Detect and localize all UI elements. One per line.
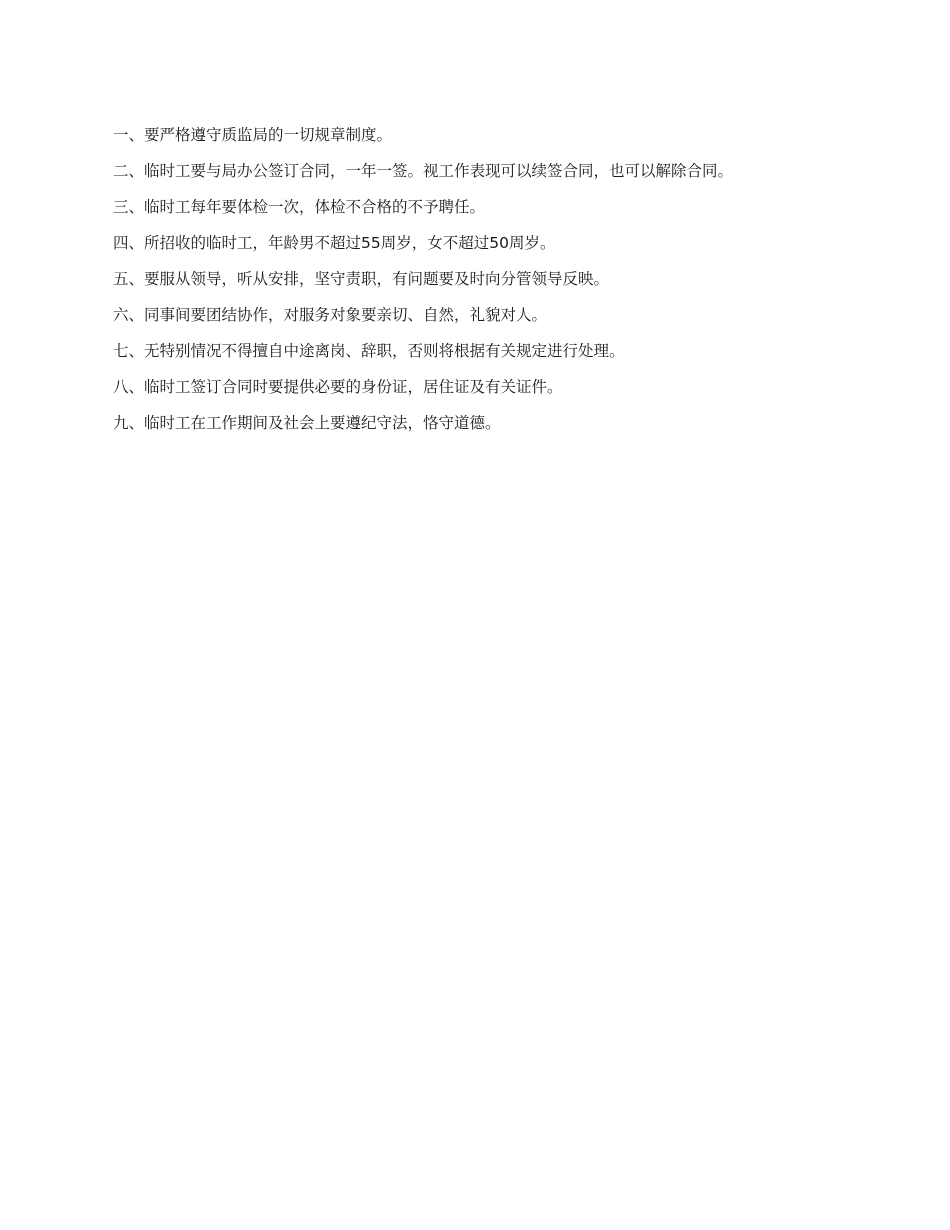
rule-item-4: 四、所招收的临时工，年龄男不超过55周岁，女不超过50周岁。 [113, 234, 556, 252]
rule-item-3: 三、临时工每年要体检一次，体检不合格的不予聘任。 [113, 198, 486, 216]
rule-item-5: 五、要服从领导，听从安排，坚守责职，有问题要及时向分管领导反映。 [113, 270, 610, 288]
rule-item-2: 二、临时工要与局办公签订合同，一年一签。视工作表现可以续签合同，也可以解除合同。 [113, 162, 734, 180]
rule-item-9: 九、临时工在工作期间及社会上要遵纪守法，恪守道德。 [113, 414, 501, 432]
rule-item-6: 六、同事间要团结协作，对服务对象要亲切、自然，礼貌对人。 [113, 306, 548, 324]
document-body [113, 127, 825, 451]
rule-item-8: 八、临时工签订合同时要提供必要的身份证，居住证及有关证件。 [113, 378, 563, 396]
rule-item-7: 七、无特别情况不得擅自中途离岗、辞职，否则将根据有关规定进行处理。 [113, 342, 625, 360]
rule-item-1: 一、要严格遵守质监局的一切规章制度。 [113, 126, 393, 144]
